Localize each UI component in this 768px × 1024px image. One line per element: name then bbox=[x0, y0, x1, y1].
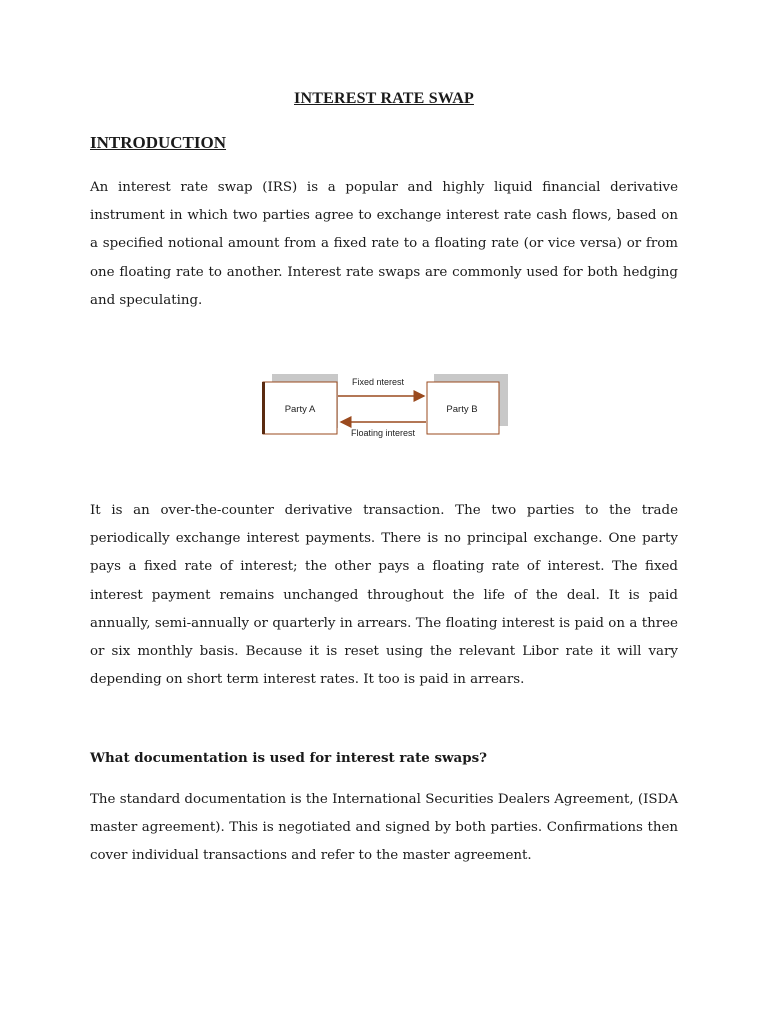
question-heading-documentation: What documentation is used for interest rate swaps? bbox=[90, 750, 487, 766]
fixed-interest-label: Fixed nterest bbox=[351, 377, 405, 387]
document-title: INTEREST RATE SWAP bbox=[294, 90, 474, 107]
swap-diagram bbox=[262, 372, 510, 438]
floating-interest-label: Floating interest bbox=[350, 428, 416, 438]
section-heading-introduction: INTRODUCTION bbox=[90, 133, 227, 152]
party-b-label: Party B bbox=[446, 404, 478, 415]
paragraph-otc-description: It is an over-the-counter derivative transaction. The two parties to the trade periodically exchange interest payments. There is no principal exchange. One party pays a fixed rate of interest; the other pays a floating rate of interest. The fixed interest payment remains unchanged throughout the life of the deal. It is paid annually, semi-annually or quarterly in arrears. The floating interest is paid on a three or six monthly basis. Because it is reset using the relevant Libor rate it will vary depending on short term interest rates. It too is paid in arrears. bbox=[90, 503, 678, 688]
paragraph-introduction: An interest rate swap (IRS) is a popular and highly liquid financial derivative instrument in which two parties agree to exchange interest rate cash flows, based on a specified notional amount from a fixed rate to a floating rate (or vice versa) or from one floating rate to another. Interest rate swaps are commonly used for both hedging and speculating. bbox=[90, 180, 678, 308]
paragraph-documentation: The standard documentation is the International Securities Dealers Agreement, (ISDA master agreement). This is negotiated and signed by both parties. Confirmations then cover individual transactions and refer to the master agreement. bbox=[90, 792, 678, 864]
party-a-label: Party A bbox=[284, 404, 316, 415]
